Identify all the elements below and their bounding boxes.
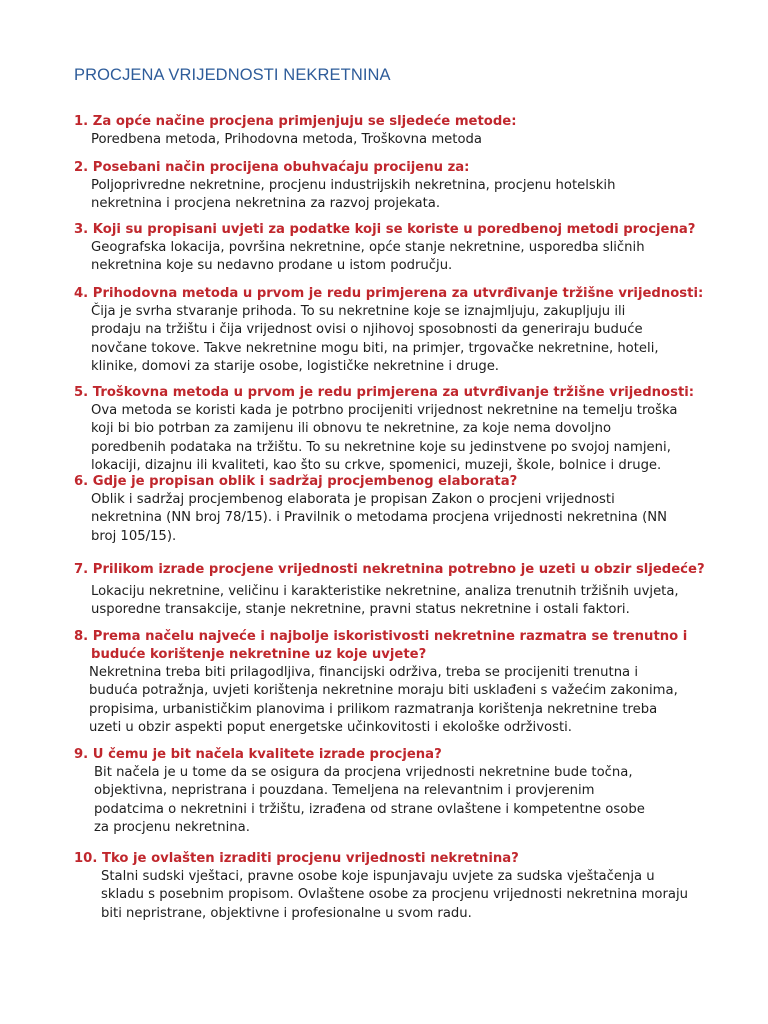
answer-text [94, 764, 734, 837]
answer-line: Nekretnina treba biti prilagodljiva, financijski održiva, treba se procijeniti trenutna i [89, 665, 638, 680]
answer-line: koji bi bio potrban za zamijenu ili obnovu te nekretnine, za koje nema dovoljno [91, 421, 612, 437]
question-text: Prema načelu najveće i najbolje iskoristivosti nekretnine razmatra se trenutno i [92, 629, 688, 644]
question-item-6 [74, 473, 744, 546]
question-heading [74, 850, 744, 868]
answer-line: lokaciji, dizajnu ili kvaliteti, kao što su crkve, spomenici, muzeji, škole, bolnice i druge. [91, 457, 662, 473]
answer-line: skladu s posebnim propisom. Ovlaštene osobe za procjenu vrijednosti nekretnina moraju [101, 887, 688, 903]
question-heading [74, 473, 744, 491]
question-number: 1. [74, 114, 89, 129]
question-item-9 [74, 746, 744, 837]
question-text: Za opće načine procjena primjenjuju se sljedeće metode: [92, 114, 517, 129]
question-item-1 [74, 113, 744, 149]
answer-line: Oblik i sadržaj procjembenog elaborata je propisan Zakon o procjeni vrijednosti [91, 492, 615, 507]
question-item-4 [74, 285, 744, 376]
answer-line: nekretnina koje su nedavno prodane u istom području. [91, 258, 453, 274]
question-number: 9. [74, 747, 89, 762]
question-item-8 [74, 628, 744, 737]
answer-line: propisima, urbanističkim planovima i prilikom razmatranja korištenja nekretnine treba [89, 701, 658, 717]
answer-line: novčane tokove. Takve nekretnine mogu biti, na primjer, trgovačke nekretnine, hoteli, [91, 340, 659, 356]
question-heading [74, 113, 744, 131]
answer-text [89, 664, 729, 737]
question-item-2 [74, 159, 744, 214]
question-number: 8. [74, 629, 89, 644]
answer-line: objektivna, nepristrana i pouzdana. Temeljena na relevantnim i provjerenim [94, 783, 595, 799]
answer-text [91, 177, 731, 214]
answer-line: Poljoprivredne nekretnine, procjenu industrijskih nekretnina, procjenu hotelskih [91, 178, 616, 193]
question-item-7 [74, 561, 744, 620]
answer-line: klinike, domovi za starije osobe, logističke nekretnine i druge. [91, 358, 499, 374]
question-heading [74, 561, 744, 579]
answer-line: Ova metoda se koristi kada je potrbno procijeniti vrijednost nekretnine na temelju troška [91, 403, 678, 418]
question-item-5 [74, 384, 744, 475]
question-text: U čemu je bit načela kvalitete izrade procjena? [92, 747, 442, 762]
answer-text [91, 491, 731, 546]
answer-line: podatcima o nekretnini i tržištu, izrađena od strane ovlaštene i kompetentne osobe [94, 801, 645, 817]
answer-line: Bit načela je u tome da se osigura da procjena vrijednosti nekretnine bude točna, [94, 765, 633, 780]
question-text: Koji su propisani uvjeti za podatke koji se koriste u poredbenoj metodi procjena? [92, 222, 696, 237]
answer-line: Stalni sudski vještaci, pravne osobe koje ispunjavaju uvjete za sudska vještačenja u [101, 869, 655, 884]
question-number: 6. [74, 474, 89, 489]
answer-line: za procjenu nekretnina. [94, 819, 250, 835]
answer-line: Čija je svrha stvaranje prihoda. To su nekretnine koje se iznajmljuju, zakupljuju ili [91, 304, 626, 319]
question-text: Prilikom izrade procjene vrijednosti nekretnina potrebno je uzeti u obzir sljedeće? [92, 562, 705, 577]
answer-line: buduća potražnja, uvjeti korištenja nekretnine moraju biti usklađeni s važećim zakonima, [89, 683, 678, 699]
answer-line: broj 105/15). [91, 528, 177, 544]
question-text: Troškovna metoda u prvom je redu primjerena za utvrđivanje tržišne vrijednosti: [92, 385, 695, 400]
answer-line: poredbenih podataka na tržištu. To su nekretnine koje su jedinstvene po svojoj namjeni, [91, 439, 671, 455]
answer-text [91, 303, 731, 376]
question-text: Prihodovna metoda u prvom je redu primjerena za utvrđivanje tržišne vrijednosti: [92, 286, 704, 301]
question-text: Posebani način procijena obuhvaćaju procijenu za: [92, 160, 470, 175]
answer-line: uzeti u obzir aspekti poput energetske učinkovitosti i ekološke održivosti. [89, 719, 572, 735]
question-heading [74, 285, 744, 303]
question-number: 3. [74, 222, 89, 237]
answer-line: Poredbena metoda, Prihodovna metoda, Troškovna metoda [91, 132, 482, 147]
question-number: 5. [74, 385, 89, 400]
answer-text [91, 583, 731, 620]
question-number: 10. [74, 851, 98, 866]
answer-text [91, 239, 731, 276]
question-heading-continued [74, 646, 744, 664]
answer-line: nekretnina (NN broj 78/15). i Pravilnik o metodama procjena vrijednosti nekretnina (NN [91, 510, 667, 526]
question-text: Gdje je propisan oblik i sadržaj procjembenog elaborata? [92, 474, 518, 489]
answer-text [91, 131, 731, 149]
question-number: 2. [74, 160, 89, 175]
question-text: buduće korištenje nekretnine uz koje uvjete? [91, 647, 427, 662]
question-text: Tko je ovlašten izraditi procjenu vrijednosti nekretnina? [101, 851, 519, 866]
question-heading [74, 159, 744, 177]
answer-line: usporedne transakcije, stanje nekretnine, pravni status nekretnine i ostali faktori. [91, 602, 630, 618]
question-number: 7. [74, 562, 89, 577]
answer-line: Lokaciju nekretnine, veličinu i karakteristike nekretnine, analiza trenutnih tržišnih uvjeta, [91, 584, 679, 599]
question-number: 4. [74, 286, 89, 301]
question-item-3 [74, 221, 744, 276]
question-heading [74, 221, 744, 239]
answer-line: Geografska lokacija, površina nekretnine, opće stanje nekretnine, usporedba sličnih [91, 240, 645, 255]
answer-text [101, 868, 741, 923]
question-heading [74, 746, 744, 764]
answer-line: biti nepristrane, objektivne i profesionalne u svom radu. [101, 905, 472, 921]
answer-line: nekretnina i procjena nekretnina za razvoj projekata. [91, 196, 441, 212]
answer-line: prodaju na tržištu i čija vrijednost ovisi o njihovoj sposobnosti da generiraju buduće [91, 322, 643, 338]
question-item-10 [74, 850, 744, 923]
page-title: PROCJENA VRIJEDNOSTI NEKRETNINA [74, 66, 391, 84]
question-heading [74, 628, 744, 646]
answer-text [91, 402, 731, 475]
question-heading [74, 384, 744, 402]
